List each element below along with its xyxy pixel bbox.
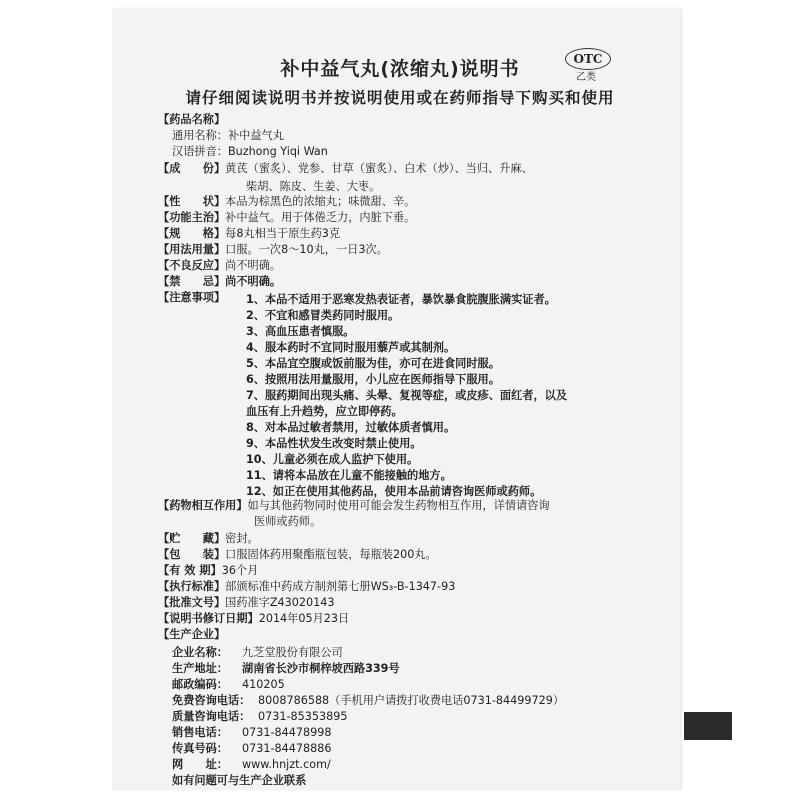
document-title: 补中益气丸(浓缩丸)说明书 xyxy=(280,58,520,80)
standard-row xyxy=(158,580,455,594)
precaution-item: 3、高血压患者慎服。 xyxy=(246,325,355,338)
zip-value: 410205 xyxy=(242,678,285,691)
ingredients-line1: 黄芪（蜜炙）、党参、甘草（蜜炙）、白术（炒）、当归、升麻、 xyxy=(225,162,533,175)
otc-class-label: 乙类 xyxy=(576,72,596,83)
approval-label: 【批准文号】 xyxy=(158,596,226,609)
validity-row xyxy=(158,564,258,578)
package-row xyxy=(158,548,437,562)
contra-label: 【禁 忌】 xyxy=(158,275,226,288)
indications-row xyxy=(158,211,415,225)
adverse-row xyxy=(158,259,281,273)
otc-badge: OTC xyxy=(565,48,611,70)
interactions-line1: 如与其他药物同时使用可能会发生药物相互作用，详情请咨询 xyxy=(247,499,550,512)
approval-row xyxy=(158,596,335,610)
validity-label: 【有 效 期】 xyxy=(158,564,222,577)
ingredients-line2: 柴胡、陈皮、生姜、大枣。 xyxy=(246,180,381,193)
usage-row xyxy=(158,243,388,257)
contra-row xyxy=(158,275,281,289)
storage-row xyxy=(158,532,259,546)
precaution-item: 12、如正在使用其他药品，使用本品前请咨询医师或药师。 xyxy=(246,485,542,498)
storage-value: 密封。 xyxy=(225,532,259,545)
storage-label: 【贮 藏】 xyxy=(158,532,226,545)
validity-value: 36个月 xyxy=(221,564,259,577)
adverse-value: 尚不明确。 xyxy=(225,259,282,272)
properties-label: 【性 状】 xyxy=(158,195,226,208)
pinyin-label: 汉语拼音： xyxy=(172,145,228,158)
free-hotline-row xyxy=(172,692,564,708)
ingredients-label: 【成 份】 xyxy=(158,162,226,175)
revision-label: 【说明书修订日期】 xyxy=(158,612,259,625)
sales-phone-value: 0731-84478998 xyxy=(242,726,332,739)
generic-name-row xyxy=(172,129,284,143)
fax-label: 传真号码： xyxy=(172,742,228,755)
quality-hotline-value: 0731-85353895 xyxy=(258,710,348,723)
zip-row xyxy=(172,676,285,692)
precaution-item: 2、不宜和感冒类药同时服用。 xyxy=(246,309,400,322)
spec-row xyxy=(158,227,340,241)
company-address-label: 生产地址： xyxy=(172,662,228,675)
ingredients-row xyxy=(158,162,533,176)
package-label: 【包 装】 xyxy=(158,548,226,561)
precaution-item: 6、按照用法用量服用，小儿应在医师指导下服用。 xyxy=(246,373,500,386)
spec-value: 每8丸相当于原生药3克 xyxy=(225,227,341,240)
approval-value: 国药准字Z43020143 xyxy=(225,596,335,609)
adverse-label: 【不良反应】 xyxy=(158,259,226,272)
interactions-label: 【药物相互作用】 xyxy=(158,499,248,512)
interactions-row xyxy=(158,499,550,513)
precaution-item: 血压有上升趋势，应立即停药。 xyxy=(246,405,403,418)
company-name-label: 企业名称： xyxy=(172,646,228,659)
interactions-line2: 医师或药师。 xyxy=(254,515,322,528)
precaution-item: 8、对本品过敏者禁用，过敏体质者慎用。 xyxy=(246,421,456,434)
indications-value: 补中益气。用于体倦乏力，内脏下垂。 xyxy=(225,211,416,224)
sales-phone-row xyxy=(172,724,331,740)
usage-value: 口服。一次8～10丸，一日3次。 xyxy=(225,243,388,256)
revision-value: 2014年05月23日 xyxy=(258,612,350,625)
generic-name-label: 通用名称： xyxy=(172,129,228,142)
quality-hotline-label: 质量咨询电话： xyxy=(172,710,251,723)
free-hotline-value: 8008786588（手机用户请拨打收费电话0731-84499729） xyxy=(258,694,565,707)
precaution-item: 4、服本药时不宜同时服用藜芦或其制剂。 xyxy=(246,341,456,354)
precaution-item: 9、本品性状发生改变时禁止使用。 xyxy=(246,437,422,450)
standard-value: 部颁标准中药成方制剂第七册WS₃-B-1347-93 xyxy=(225,580,456,593)
corner-block xyxy=(684,712,732,740)
zip-label: 邮政编码： xyxy=(172,678,228,691)
company-name-value: 九芝堂股份有限公司 xyxy=(242,646,343,659)
quality-hotline-row xyxy=(172,708,347,724)
pinyin-row xyxy=(172,145,328,159)
website-value: www.hnjzt.com/ xyxy=(242,758,331,771)
website-label: 网 址： xyxy=(172,758,228,771)
footer-contact-note: 如有问题可与生产企业联系 xyxy=(172,774,307,787)
contra-value: 尚不明确。 xyxy=(225,275,282,288)
indications-label: 【功能主治】 xyxy=(158,211,226,224)
company-address-row xyxy=(172,660,400,676)
section-drug-name: 【药品名称】 xyxy=(158,113,226,126)
fax-row xyxy=(172,740,331,756)
revision-row xyxy=(158,612,349,626)
precaution-item: 11、请将本品放在儿童不能接触的地方。 xyxy=(246,469,452,482)
package-value: 口服固体药用聚酯瓶包装，每瓶装200丸。 xyxy=(225,548,437,561)
pinyin-value: Buzhong Yiqi Wan xyxy=(227,145,328,158)
spec-label: 【规 格】 xyxy=(158,227,226,240)
usage-label: 【用法用量】 xyxy=(158,243,226,256)
fax-value: 0731-84478886 xyxy=(242,742,332,755)
company-name-row xyxy=(172,644,343,660)
document-subtitle: 请仔细阅读说明书并按说明使用或在药师指导下购买和使用 xyxy=(185,89,615,107)
company-address-value: 湖南省长沙市桐梓坡西路339号 xyxy=(242,662,400,675)
sales-phone-label: 销售电话： xyxy=(172,726,228,739)
precautions-label: 【注意事项】 xyxy=(158,291,226,304)
precaution-item: 1、本品不适用于恶寒发热表证者，暴饮暴食脘腹胀满实证者。 xyxy=(246,293,556,306)
generic-name-value: 补中益气丸 xyxy=(227,129,284,142)
precaution-item: 7、服药期间出现头痛、头晕、复视等症，或皮疹、面红者，以及 xyxy=(246,389,568,402)
website-row xyxy=(172,756,331,772)
properties-value: 本品为棕黑色的浓缩丸；味微甜、辛。 xyxy=(225,195,416,208)
properties-row xyxy=(158,195,415,209)
standard-label: 【执行标准】 xyxy=(158,580,226,593)
free-hotline-label: 免费咨询电话： xyxy=(172,694,251,707)
precaution-item: 10、儿童必须在成人监护下使用。 xyxy=(246,453,419,466)
precaution-item: 5、本品宜空腹或饭前服为佳，亦可在进食同时服。 xyxy=(246,357,500,370)
manufacturer-label: 【生产企业】 xyxy=(158,628,226,641)
